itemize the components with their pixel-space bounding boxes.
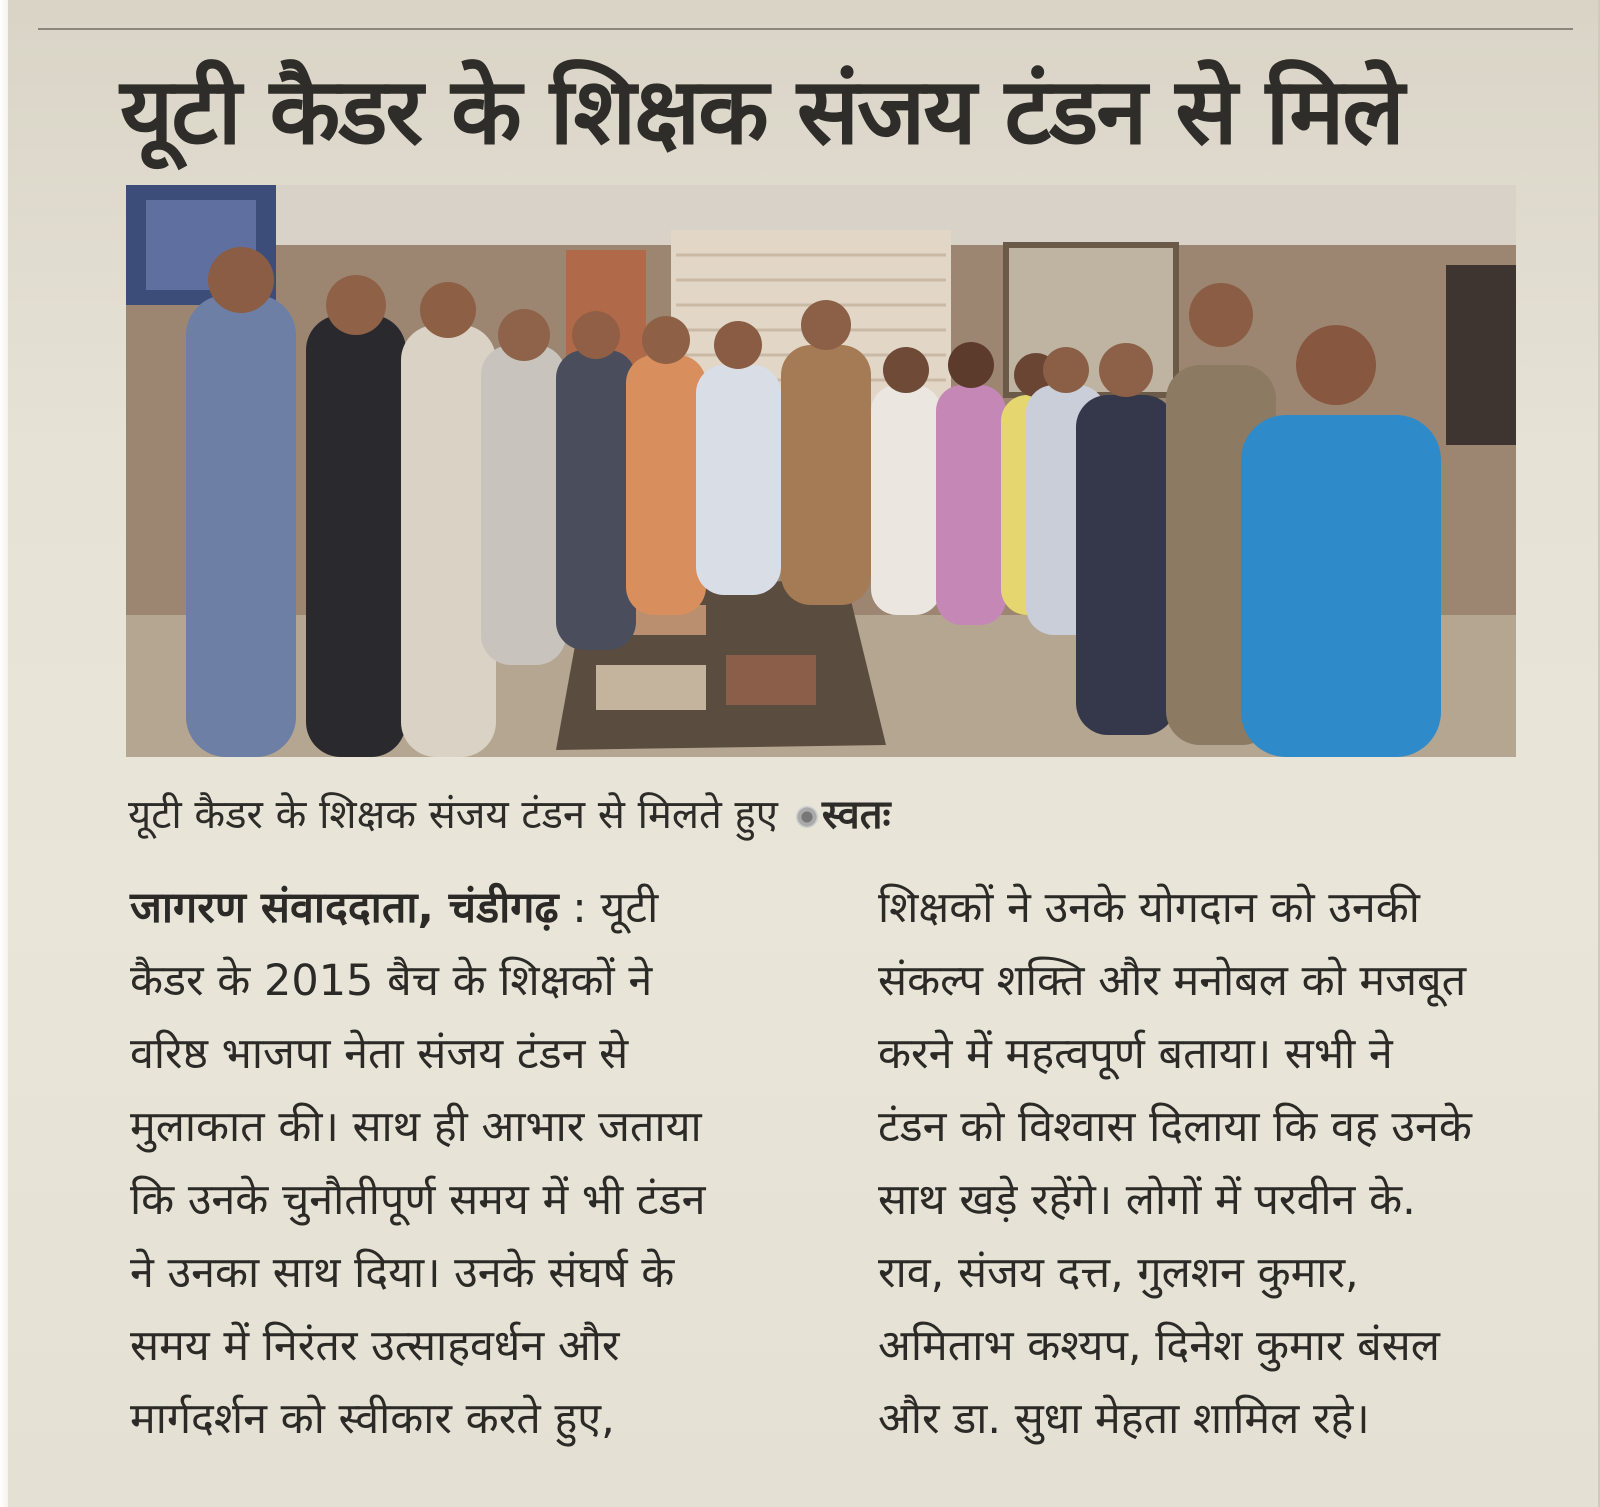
body-line: अमिताभ कश्यप, दिनेश कुमार बंसल — [878, 1321, 1440, 1371]
article-body-right-column — [878, 872, 1518, 1456]
body-line: मार्गदर्शन को स्वीकार करते हुए, — [130, 1394, 615, 1444]
caption-text: यूटी कैडर के शिक्षक संजय टंडन से मिलते हुए — [128, 792, 778, 838]
body-line: वरिष्ठ भाजपा नेता संजय टंडन से — [130, 1029, 629, 1079]
photo-caption — [128, 790, 891, 840]
body-line: राव, संजय दत्त, गुलशन कुमार, — [878, 1248, 1359, 1298]
body-line: मुलाकात की। साथ ही आभार जताया — [130, 1102, 702, 1152]
article-body-left-column — [130, 872, 770, 1456]
body-line: संकल्प शक्ति और मनोबल को मजबूत — [878, 956, 1467, 1006]
article-headline: यूटी कैडर के शिक्षक संजय टंडन से मिले — [120, 58, 1403, 165]
body-line: कि उनके चुनौतीपूर्ण समय में भी टंडन — [130, 1175, 706, 1225]
byline: जागरण संवाददाता, चंडीगढ़ — [130, 883, 559, 933]
article-photo — [126, 185, 1516, 757]
body-line: ने उनका साथ दिया। उनके संघर्ष के — [130, 1248, 675, 1298]
body-line: करने में महत्वपूर्ण बताया। सभी ने — [878, 1029, 1393, 1079]
body-line: साथ खड़े रहेंगे। लोगों में परवीन के. — [878, 1175, 1416, 1225]
body-line-text: : यूटी — [558, 883, 659, 933]
body-line — [130, 872, 770, 945]
caption-credit: स्वतः — [821, 792, 891, 838]
body-line: कैडर के 2015 बैच के शिक्षकों ने — [130, 956, 653, 1006]
body-line: और डा. सुधा मेहता शामिल रहे। — [878, 1394, 1370, 1444]
photo-credit-icon — [796, 806, 818, 828]
body-line: शिक्षकों ने उनके योगदान को उनकी — [878, 883, 1420, 933]
body-line: टंडन को विश्वास दिलाया कि वह उनके — [878, 1102, 1472, 1152]
top-rule — [38, 28, 1573, 30]
group-photo-illustration — [126, 185, 1516, 757]
body-line: समय में निरंतर उत्साहवर्धन और — [130, 1321, 620, 1371]
newspaper-clipping — [8, 0, 1598, 1507]
